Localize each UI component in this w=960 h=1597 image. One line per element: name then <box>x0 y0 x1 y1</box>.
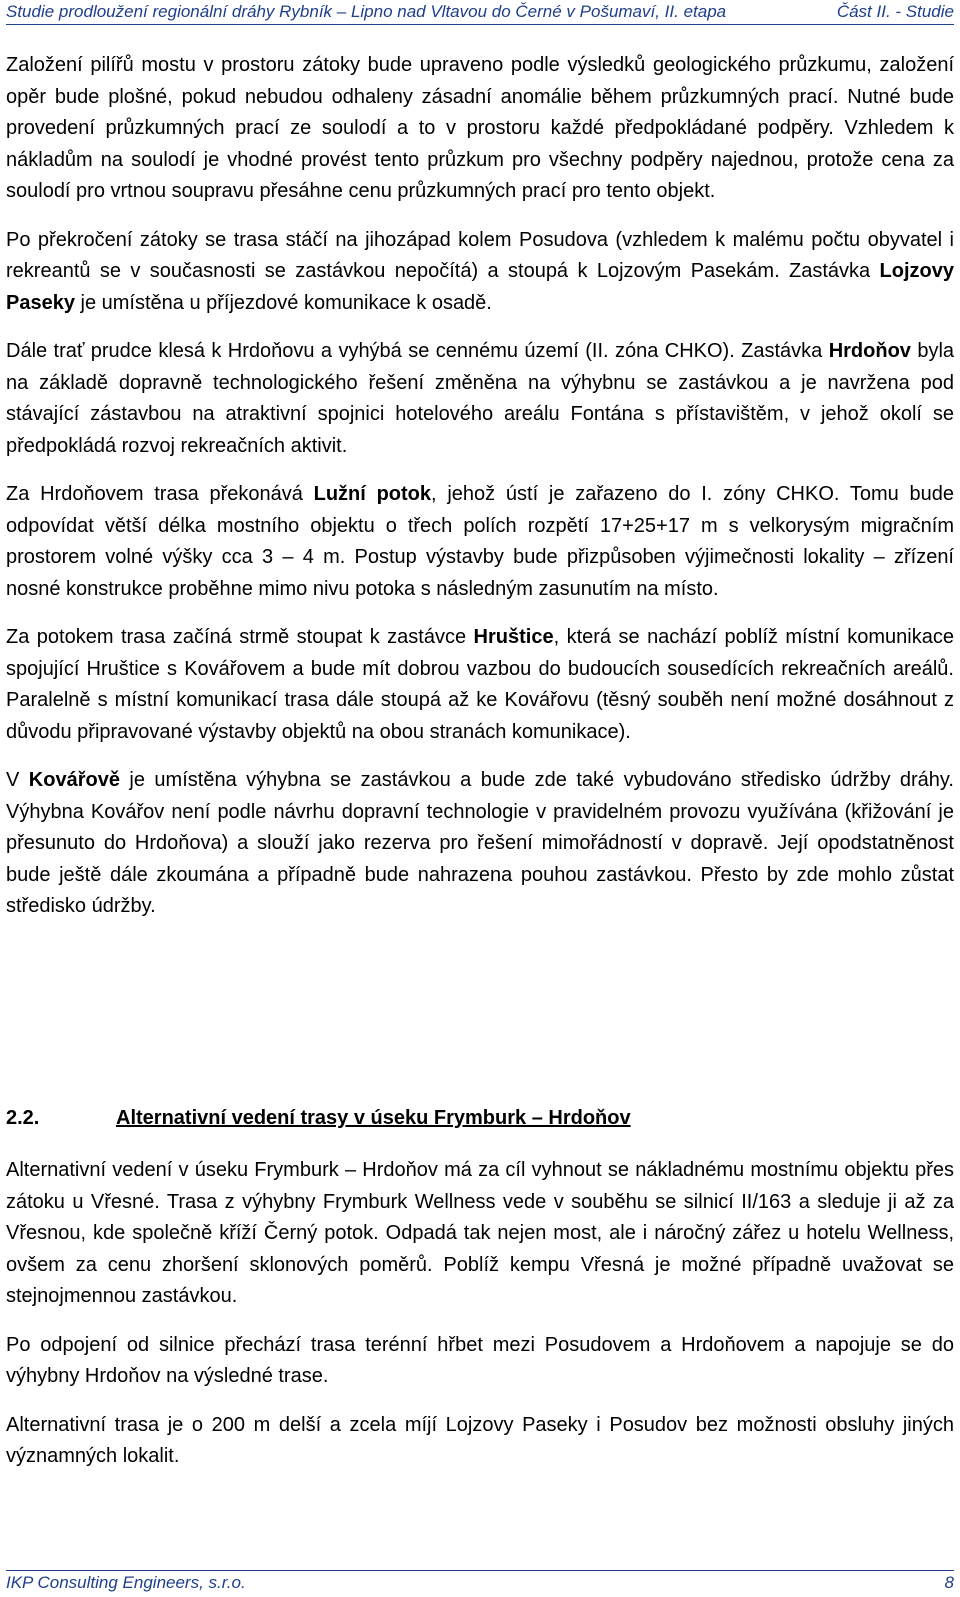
paragraph-text: V <box>6 769 29 791</box>
paragraph-text: Po překročení zátoky se trasa stáčí na jihozápad kolem Posudova (vzhledem k malému počtu obyvatel i rekreantů se v současnosti se zastávkou nepočítá) a stoupá k Lojzovým Pasekám. Zastávka <box>6 228 954 282</box>
paragraph <box>6 479 954 605</box>
page-header <box>6 2 954 25</box>
paragraph-text: je umístěna výhybna se zastávkou a bude zde také vybudováno středisko údržby dráhy. Výhybna Kovářov není podle návrhu dopravní technologie v pravidelném provozu využívána (křižování je přesunuto do Hrdoňova) a slouží jako rezerva pro řešení mimořádností v dopravě. Její opodstatněnost bude ještě dále zkoumána a případně bude nahrazena pouhou zastávkou. Přesto by zde mohlo zůstat středisko údržby. <box>6 769 954 917</box>
paragraph: Po odpojení od silnice přechází trasa terénní hřbet mezi Posudovem a Hrdoňovem a napojuje se do výhybny Hrdoňov na výsledné trase. <box>6 1333 954 1387</box>
paragraph-text: byla na základě dopravně technologického řešení změněna na výhybnu se zastávkou a je navržena pod stávající zástavbou na atraktivní spojnici hotelového areálu Fontána s přístavištěm, v jehož okolí se předpokládá rozvoj rekreačních aktivit. <box>6 340 955 457</box>
paragraph <box>6 765 954 923</box>
section-heading <box>6 1105 954 1131</box>
paragraph-text: , jehož ústí je zařazeno do I. zóny CHKO. Tomu bude odpovídat větší délka mostního objektu o třech polích rozpětí 17+25+17 m s velkorysým migračním prostorem volné výšky cca 3 – 4 m. Postup výstavby bude přizpůsoben výjimečnosti lokality – zřízení nosné konstrukce proběhne mimo nivu potoka s následným zasunutím na místo. <box>6 483 955 600</box>
paragraph-text: Za Hrdoňovem trasa překonává <box>6 483 314 505</box>
paragraph-text: Za potokem trasa začíná strmě stoupat k zastávce <box>6 626 474 648</box>
paragraph-text: Založení pilířů mostu v prostoru zátoky bude upraveno podle výsledků geologického průzkumu, založení opěr bude plošné, pokud nebudou odhaleny zásadní anomálie během průzkumných prací. Nutné bude provedení průzkumných prací ze soulodí a to v prostoru každé předpokládané podpěry. Vzhledem k nákladům na soulodí je vhodné provést tento průzkum pro všechny podpěry najednou, protože cena za soulodí pro vrtnou soupravu přesáhne cenu průzkumných prací pro tento objekt. <box>6 54 954 202</box>
paragraph <box>6 50 954 208</box>
page-number: 8 <box>944 1573 954 1592</box>
paragraph <box>6 336 954 462</box>
paragraph <box>6 225 954 320</box>
place-name: Hruštice <box>473 626 554 648</box>
page-footer <box>6 1570 954 1593</box>
place-name: Kovářově <box>28 769 120 791</box>
company-name: IKP Consulting Engineers, s.r.o. <box>6 1573 246 1592</box>
place-name: Hrdoňov <box>828 340 911 362</box>
paragraph-text: , která se nachází poblíž místní komunikace spojující Hruštice s Kovářovem a bude mít dobrou vazbou do budoucích sousedících rekreačních areálů. Paralelně s místní komunikací trasa dále stoupá až ke Kovářovu (těsný souběh není možné dosáhnout z důvodu připravované výstavby objektů na obou stranách komunikace). <box>6 626 954 743</box>
paragraph-text: Dále trať prudce klesá k Hrdoňovu a vyhýbá se cennému území (II. zóna CHKO). Zastávka <box>6 340 829 362</box>
paragraph: Alternativní trasa je o 200 m delší a zcela míjí Lojzovy Paseky i Posudov bez možnosti obsluhy jiných významných lokalit. <box>6 1413 954 1467</box>
section-title: Alternativní vedení trasy v úseku Frymburk – Hrdoňov <box>116 1107 631 1129</box>
section-body-text <box>6 1155 954 1490</box>
place-name: Lojzovy Paseky <box>6 260 954 314</box>
body-text <box>6 50 954 940</box>
paragraph <box>6 622 954 748</box>
document-title: Studie prodloužení regionální dráhy Rybník – Lipno nad Vltavou do Černé v Pošumaví, II. etapa <box>6 2 727 21</box>
paragraph-text: je umístěna u příjezdové komunikace k osadě. <box>74 291 492 314</box>
place-name: Lužní potok <box>313 483 432 505</box>
section-number: 2.2. <box>6 1107 40 1129</box>
paragraph: Alternativní vedení v úseku Frymburk – Hrdoňov má za cíl vyhnout se nákladnému mostnímu objektu přes zátoku u Vřesné. Trasa z výhybny Frymburk Wellness vede v souběhu se silnicí II/163 a sleduje ji až za Vřesnou, kde společně kříží Černý potok. Odpadá tak nejen most, ale i náročný zářez u hotelu Wellness, ovšem za cenu zhoršení sklonových poměrů. Poblíž kempu Vřesná je možné případně uvažovat se stejnojmennou zastávkou. <box>6 1159 954 1307</box>
document-part: Část II. - Studie <box>836 2 954 21</box>
